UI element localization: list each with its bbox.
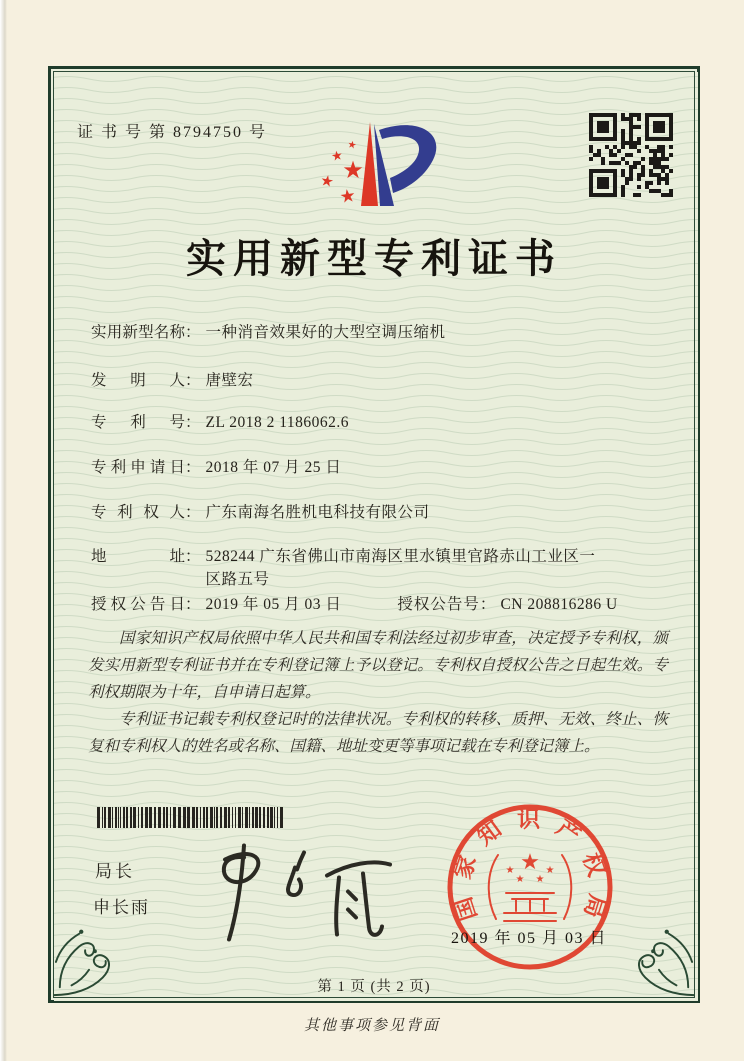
svg-text:★: ★ <box>329 147 344 164</box>
field-value: ZL 2018 2 1186062.6 <box>205 414 350 431</box>
grant-paragraph-1: 国家知识产权局依照中华人民共和国专利法经过初步审查，决定授予专利权，颁发实用新型专利证书并在专利登记簿上予以登记。专利权自授权公告之日起生效。专利权期限为十年，自申请日起算。 <box>88 630 668 701</box>
grant-paragraph-2: 专利证书记载专利权登记时的法律状况。专利权的转移、质押、无效、终止、恢复和专利权人的姓名或名称、国籍、地址变更等事项记载在专利登记簿上。 <box>88 711 668 755</box>
field-inventor: 发明人 ： 唐壁宏 <box>91 369 254 392</box>
field-label: 发明人 <box>91 372 185 389</box>
field-filing-date: 专利申请日 ： 2018 年 07 月 25 日 <box>91 456 341 479</box>
field-patent-number: 专利号 ： ZL 2018 2 1186062.6 <box>91 411 349 434</box>
field-value: 一种消音效果好的大型空调压缩机 <box>205 324 446 341</box>
signature-icon <box>191 837 406 952</box>
field-value: 2019 年 05 月 03 日 <box>205 596 342 613</box>
svg-text:★: ★ <box>342 158 364 184</box>
back-side-note: 其他事项参见背面 <box>303 1018 440 1034</box>
field-grant-date-and-number: 授权公告日 ： 2019 年 05 月 03 日 授权公告号 ： CN 208816286 U <box>91 593 618 616</box>
svg-text:★: ★ <box>520 849 540 874</box>
svg-text:★: ★ <box>346 139 358 152</box>
page-indicator: 第 1 页 (共 2 页) <box>317 979 431 995</box>
field-value: 广东南海名胜机电科技有限公司 <box>205 504 430 521</box>
field-utility-model-name: 实用新型名称 ： 一种消音效果好的大型空调压缩机 <box>91 321 446 344</box>
field-address: 地址 ： 528244 广东省佛山市南海区里水镇里官路赤山工业区一 区路五号 <box>91 545 595 591</box>
field-label: 实用新型名称 <box>91 324 185 341</box>
svg-text:★: ★ <box>338 184 358 208</box>
field-value-2: CN 208816286 U <box>500 596 618 613</box>
official-seal-icon <box>442 799 618 975</box>
scan-edge-artifact <box>0 0 7 1061</box>
field-label: 专利申请日 <box>91 459 185 476</box>
field-value: 528244 广东省佛山市南海区里水镇里官路赤山工业区一 <box>205 548 596 565</box>
officer-name: 申长雨 <box>93 898 150 917</box>
svg-text:★: ★ <box>545 865 555 876</box>
svg-text:★: ★ <box>535 874 545 885</box>
field-label: 地址 <box>91 548 185 565</box>
field-label-2: 授权公告号 <box>397 596 480 613</box>
officer-title: 局长 <box>95 862 135 881</box>
field-value-line2: 区路五号 <box>205 571 270 588</box>
field-label: 专利权人 <box>91 504 185 521</box>
field-value: 唐壁宏 <box>205 372 254 389</box>
field-label: 授权公告日 <box>91 596 185 613</box>
svg-text:★: ★ <box>505 865 515 876</box>
svg-text:★: ★ <box>515 874 525 885</box>
seal-date: 2019 年 05 月 03 日 <box>451 930 608 947</box>
barcode-icon <box>97 807 287 828</box>
certificate-title: 实用新型专利证书 <box>186 236 562 281</box>
qr-code-icon <box>589 113 673 197</box>
field-value: 2018 年 07 月 25 日 <box>205 459 342 476</box>
certificate-number: 证 书 号 第 8794750 号 <box>77 124 268 141</box>
field-patentee: 专利权人 ： 广东南海名胜机电科技有限公司 <box>91 501 430 524</box>
field-label: 专利号 <box>91 414 185 431</box>
certificate-frame <box>48 66 700 1003</box>
grant-statement <box>88 625 668 760</box>
seal-text: 国家知识产权局 <box>450 806 611 924</box>
cnipa-patent-logo-icon <box>306 111 456 223</box>
national-emblem-icon <box>489 849 572 921</box>
svg-text:★: ★ <box>318 172 336 192</box>
